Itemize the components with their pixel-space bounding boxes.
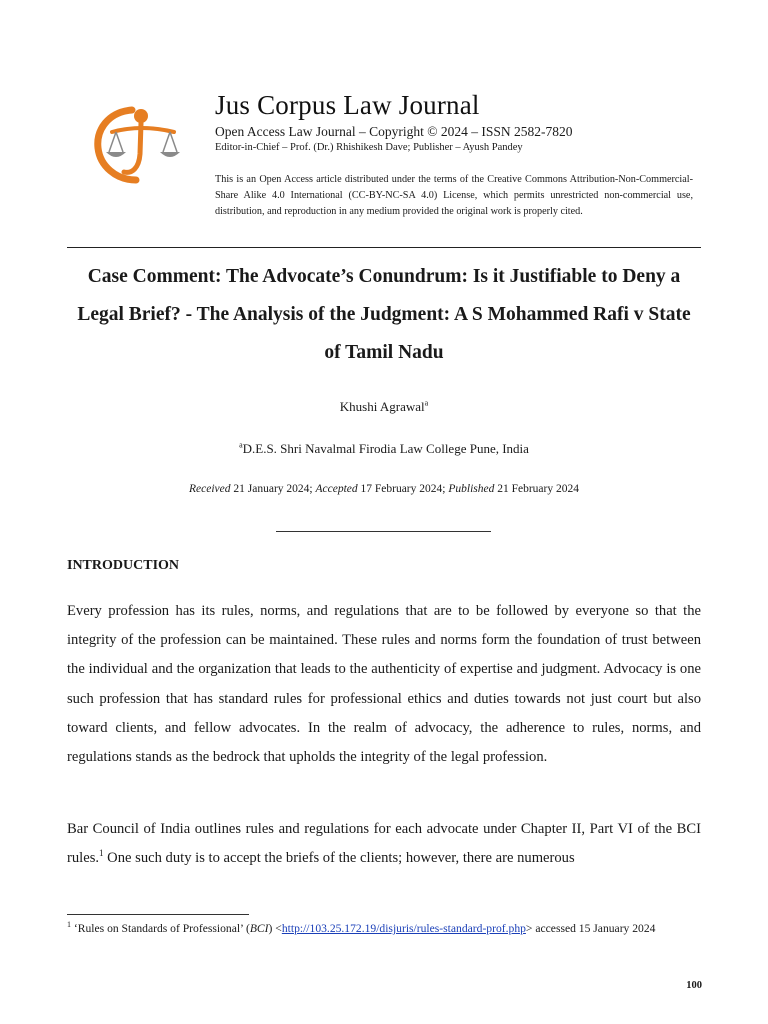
footnote-text-mid: ) < [268, 922, 282, 935]
logo-scale-right-string-b [170, 132, 177, 152]
accepted-date: 17 February 2024; [360, 483, 446, 495]
footnote-reference[interactable]: 1 [99, 848, 104, 859]
logo-scale-left-pan [106, 152, 126, 157]
received-date: 21 January 2024; [233, 483, 313, 495]
affiliation-text: D.E.S. Shri Navalmal Firodia Law College Pune, India [242, 441, 529, 456]
author-line [67, 399, 701, 415]
footnote-link[interactable]: http://103.25.172.19/disjuris/rules-standard-prof.php [281, 922, 526, 935]
logo-scale-left-string-a [109, 132, 116, 152]
footnote [67, 920, 701, 938]
journal-logo [92, 96, 190, 186]
logo-scale-right-pan [160, 152, 180, 157]
license-text: This is an Open Access article distributed under the terms of the Creative Commons Attribution-Non-Commercial-Share Alike 4.0 International (CC-BY-NC-SA 4.0) License, which permits unrestricted non-commercial use, distribution, and reproduction in any medium provided the original work is properly cited. [215, 174, 693, 217]
section-separator [276, 531, 491, 532]
affiliation-superscript: a [239, 440, 243, 450]
received-label: Received [189, 483, 231, 495]
paragraph-2 [67, 815, 701, 873]
accepted-label: Accepted [315, 483, 358, 495]
logo-scale-left-string-b [116, 132, 123, 152]
page-number: 100 [686, 980, 702, 991]
paragraph-2-text-start: Bar Council of India outlines rules and regulations for each advocate under Chapter II, Part VI of the BCI rules. [67, 821, 701, 867]
article-title: Case Comment: The Advocate’s Conundrum: Is it Justifiable to Deny a Legal Brief? - The Analysis of the Judgment: A S Mohammed Rafi v State of Tamil Nadu [77, 266, 691, 363]
paragraph-2-text-end: One such duty is to accept the briefs of the clients; however, there are numerous [103, 850, 575, 867]
footnote-number: 1 [67, 920, 71, 930]
header-divider [67, 247, 701, 248]
journal-title: Jus Corpus Law Journal [215, 90, 480, 120]
footnote-text-end: > accessed 15 January 2024 [525, 922, 656, 935]
logo-scale-right-string-a [163, 132, 170, 152]
published-date: 21 February 2024 [497, 483, 579, 495]
paragraph-1: Every profession has its rules, norms, and regulations that are to be followed by everyone so that the integrity of the profession can be maintained. These rules and norms form the foundation of trust between the individual and the organization that leads to the authenticity of expertise and judgment. Advocacy is one such profession that has standard rules for professional ethics and duties towards not just court but also toward clients, and fellow advocates. In the realm of advocacy, the adherence to rules, norms, and regulations stands as the bedrock that upholds the integrity of the legal profession. [67, 603, 701, 766]
journal-subtitle: Open Access Law Journal – Copyright © 2024 – ISSN 2582-7820 [215, 124, 573, 139]
section-heading: INTRODUCTION [67, 558, 180, 573]
publication-dates [67, 483, 701, 495]
author-superscript: a [424, 398, 429, 408]
footnote-text-start: ‘Rules on Standards of Professional’ ( [71, 922, 250, 935]
footnote-italic: BCI [249, 922, 269, 935]
affiliation-line [67, 441, 701, 457]
author-name: Khushi Agrawal [339, 399, 425, 414]
journal-editors: Editor-in-Chief – Prof. (Dr.) Rhishikesh Dave; Publisher – Ayush Pandey [215, 142, 523, 153]
published-label: Published [448, 483, 495, 495]
footnote-divider [67, 914, 249, 915]
